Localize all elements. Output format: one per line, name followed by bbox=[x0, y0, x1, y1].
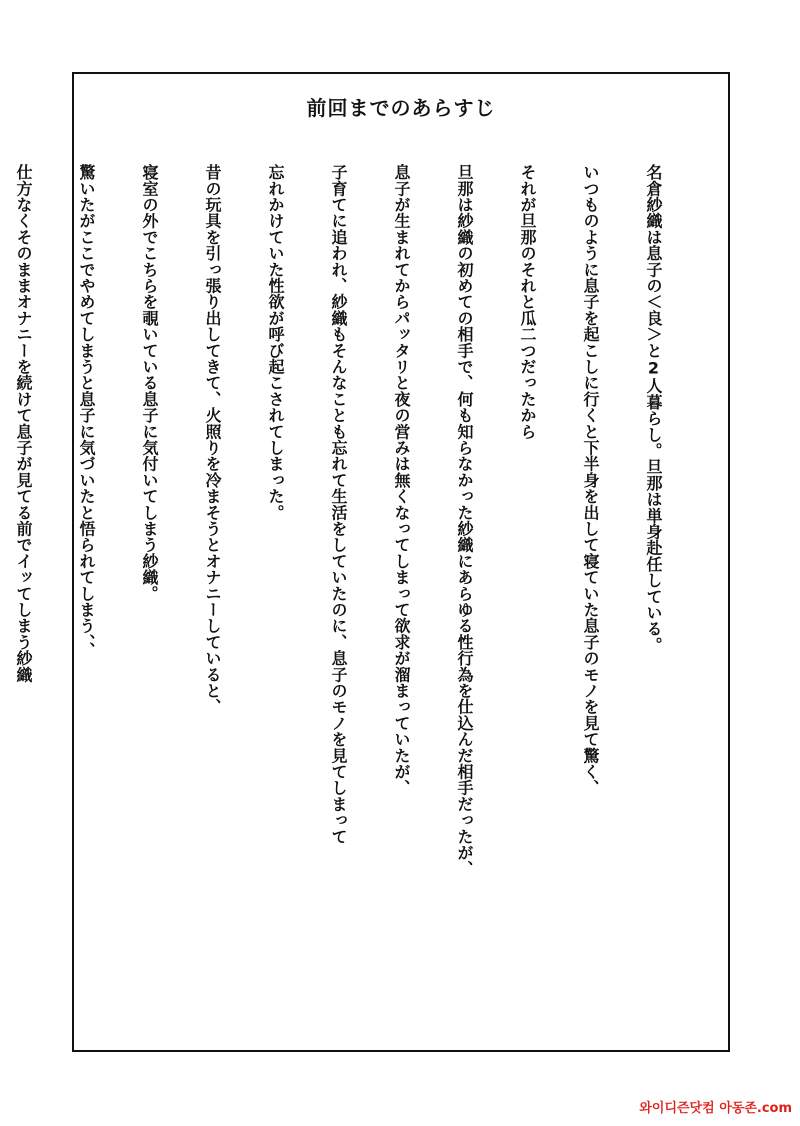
synopsis-line: 子育てに追われ、紗織もそんなことも忘れて生活をしていたのに、息子のモノを見てしまって bbox=[329, 164, 348, 845]
synopsis-line: 昔の玩具を引っ張り出してきて、火照りを冷まそうとオナニーしていると、 bbox=[203, 164, 222, 715]
synopsis-line: それが旦那のそれと瓜二つだったから bbox=[518, 164, 537, 440]
synopsis-line: 寝室の外でこちらを覗いている息子に気付いてしまう紗織。 bbox=[140, 164, 159, 602]
synopsis-line: 名倉紗織は息子の＜良＞と2人暮らし。旦那は単身赴任している。 bbox=[644, 164, 663, 653]
synopsis-line: 息子が生まれてからパッタリと夜の営みは無くなってしまって欲求が溜まっていたが、 bbox=[392, 164, 411, 796]
synopsis-line: 旦那は紗織の初めての相手で、何も知らなかった紗織にあらゆる性行為を仕込んだ相手だったが、 bbox=[455, 164, 474, 877]
synopsis-line: 驚いたがここでやめてしまうと息子に気づいたと悟られてしまう、、 bbox=[77, 164, 96, 659]
page-title: 前回までのあらすじ bbox=[306, 96, 496, 120]
story-panel bbox=[14, 72, 730, 1052]
watermark-link[interactable]: 와이디즌닷컴 아동존.com bbox=[639, 1101, 792, 1116]
synopsis-line: いつものように息子を起こしに行くと下半身を出して寝ていた息子のモノを見て驚く、 bbox=[581, 164, 600, 796]
synopsis-text bbox=[0, 164, 706, 877]
synopsis-line: 仕方なくそのままオナニーを続けて息子が見てる前でイッてしまう紗織 bbox=[14, 164, 33, 683]
synopsis-line: 忘れかけていた性欲が呼び起こされてしまった。 bbox=[266, 164, 285, 521]
